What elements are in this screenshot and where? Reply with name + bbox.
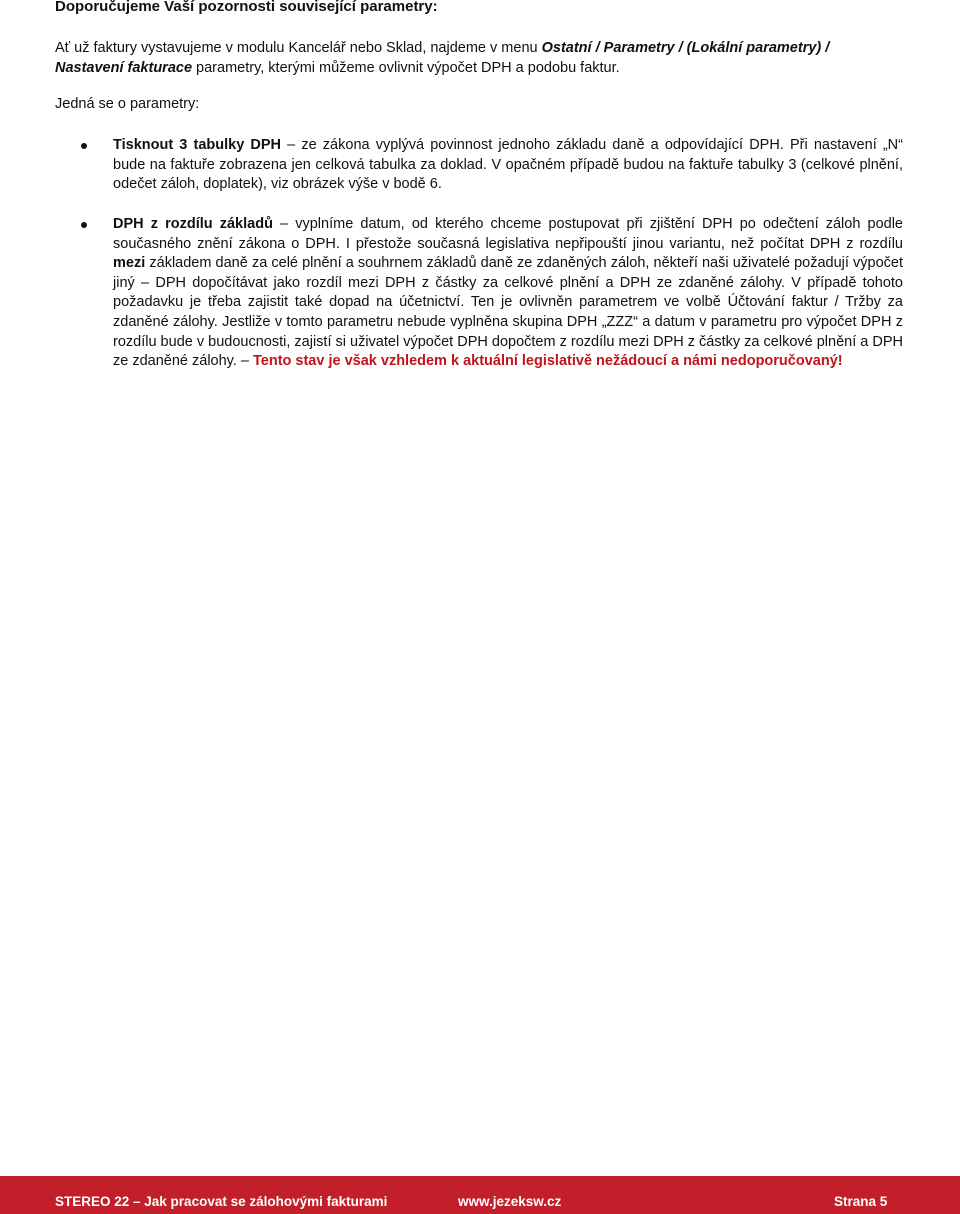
intro-prefix: Ať už faktury vystavujeme v modulu Kancelář nebo Sklad, najdeme v menu (55, 40, 542, 56)
parameter-description-1: – vyplníme datum, od kterého chceme postupovat při zjištění DPH po odečtení záloh podle současného znění zákona o DPH. I přestože současná legislativa nepřipouští jinou variantu, než počítat DPH z rozdílu (113, 216, 903, 252)
list-item-text (113, 136, 903, 195)
lead-paragraph: Jedná se o parametry: (55, 96, 200, 112)
parameter-description-2: základem daně za celé plnění a souhrnem základů daně ze zdaněných záloh, někteří naši uživatelé požadují výpočet jiný – DPH dopočítávat jako rozdíl mezi DPH z částky za celkové plnění a DPH ze zdaněné zálohy. V případě tohoto požadavku je třeba zajistit také dopad na účetnictví. Ten je ovlivněn parametrem ve volbě Účtování faktur / Tržby za zdaněné zálohy. Jestliže v tomto parametru nebude vyplněna skupina DPH „ZZZ“ a datum v parametru pro výpočet DPH z rozdílu bude v budoucnosti, zajistí si uživatel výpočet DPH dopočtem z rozdílu mezi DPH z částky za celkové plnění a DPH ze zdaněné zálohy. – (113, 255, 903, 370)
intro-suffix: parametry, kterými můžeme ovlivnit výpočet DPH a podobu faktur. (192, 59, 620, 76)
bullet-icon (81, 222, 87, 228)
footer-url: www.jezeksw.cz (458, 1194, 562, 1209)
parameter-term: Tisknout 3 tabulky DPH (113, 137, 282, 153)
bullet-icon (81, 143, 87, 149)
footer-title: STEREO 22 – Jak pracovat se zálohovými fakturami (55, 1194, 388, 1209)
warning-text: Tento stav je však vzhledem k aktuální legislativě nežádoucí a námi nedoporučovaný! (253, 353, 843, 370)
parameter-term: DPH z rozdílu základů (113, 216, 273, 232)
menu-path-1: Ostatní / Parametry / (Lokální parametry) / (541, 40, 830, 56)
section-heading: Doporučujeme Vaší pozornosti související parametry: (55, 0, 438, 15)
menu-path-2: Nastavení fakturace (55, 59, 193, 76)
intro-paragraph (55, 39, 915, 78)
emphasis-word: mezi (113, 255, 146, 272)
list-item-text (113, 215, 903, 372)
footer-page-number: Strana 5 (834, 1194, 888, 1209)
parameter-description: – ze zákona vyplývá povinnost jednoho základu daně a odpovídající DPH. Při nastavení „N“ bude na faktuře zobrazena jen celková tabulka za doklad. V opačném případě budou na faktuře tabulky 3 (celkové plnění, odečet záloh, doplatek), viz obrázek výše v bodě 6. (113, 137, 903, 193)
page-footer (0, 1176, 960, 1214)
